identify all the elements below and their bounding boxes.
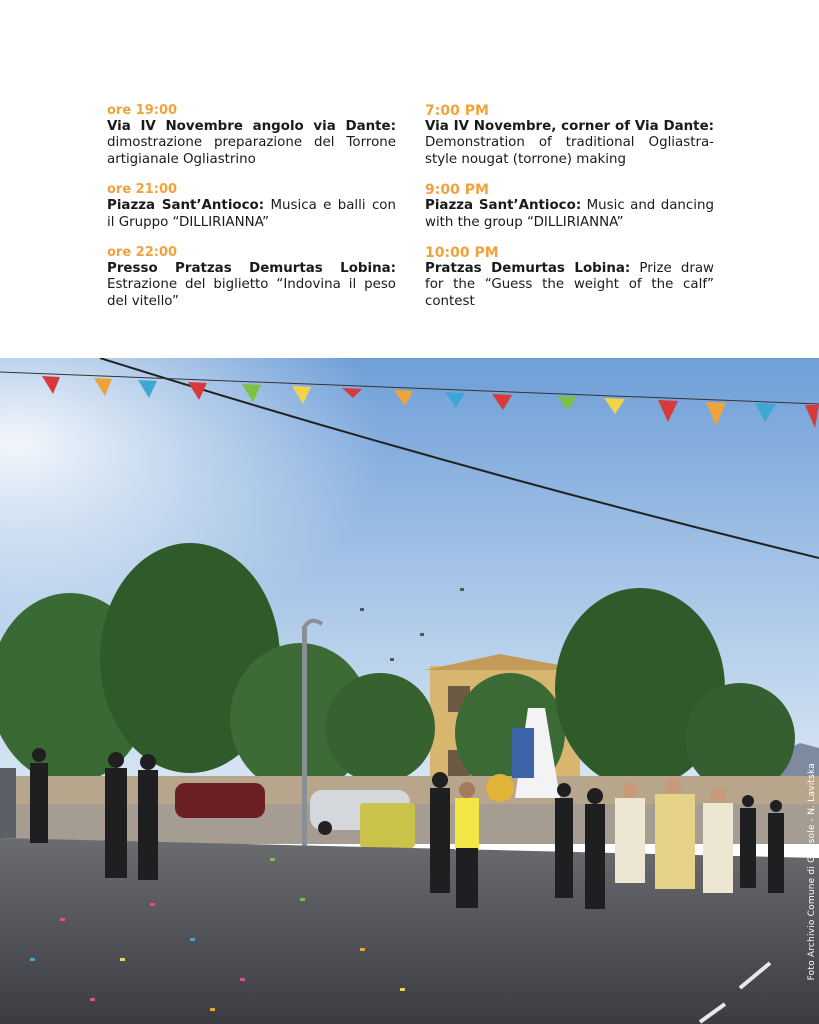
entry-description: Music and dancing with the group “DILLIRIANNA” [425, 198, 714, 230]
entry-time: 9:00 PM [425, 182, 489, 199]
procession-photo-illustration [0, 358, 819, 1024]
schedule-english [425, 103, 714, 324]
entry-place: Presso Pratzas Demurtas Lobina: [107, 261, 396, 277]
schedule-entry [425, 182, 714, 231]
entry-time: 10:00 PM [425, 245, 499, 262]
procession-photo [0, 358, 819, 1024]
entry-place: Via IV Novembre, corner of Via Dante: [425, 119, 714, 134]
entry-time: 7:00 PM [425, 103, 489, 119]
entry-description: Estrazione del biglietto “Indovina il peso del vitello” [107, 277, 396, 309]
entry-place: Piazza Sant’Antioco: [107, 198, 265, 214]
entry-time: ore 19:00 [107, 103, 178, 118]
photo-credit: Foto Archivio Comune di Girasole - N. Lavitska [807, 762, 817, 980]
decorated-cart [360, 803, 415, 848]
entry-place: Via IV Novembre angolo via Dante: [107, 119, 396, 134]
schedule-entry [107, 103, 396, 168]
schedule-italian [107, 103, 396, 324]
schedule-entry [425, 245, 714, 310]
entry-place: Piazza Sant’Antioco: [425, 198, 582, 214]
schedule-entry [425, 103, 714, 168]
entry-description: dimostrazione preparazione del Torrone artigianale Ogliastrino [107, 135, 396, 167]
entry-description: Musica e balli con il Gruppo “DILLIRIANNA” [107, 198, 396, 230]
entry-time: ore 22:00 [107, 245, 178, 261]
entry-place: Pratzas Demurtas Lobina: [425, 261, 631, 277]
entry-description: Demonstration of traditional Ogliastra-style nougat (torrone) making [425, 135, 714, 167]
entry-description: Prize draw for the “Guess the weight of the calf” contest [425, 261, 714, 309]
entry-time: ore 21:00 [107, 182, 178, 198]
schedule-entry [107, 182, 396, 231]
schedule-entry [107, 245, 396, 310]
